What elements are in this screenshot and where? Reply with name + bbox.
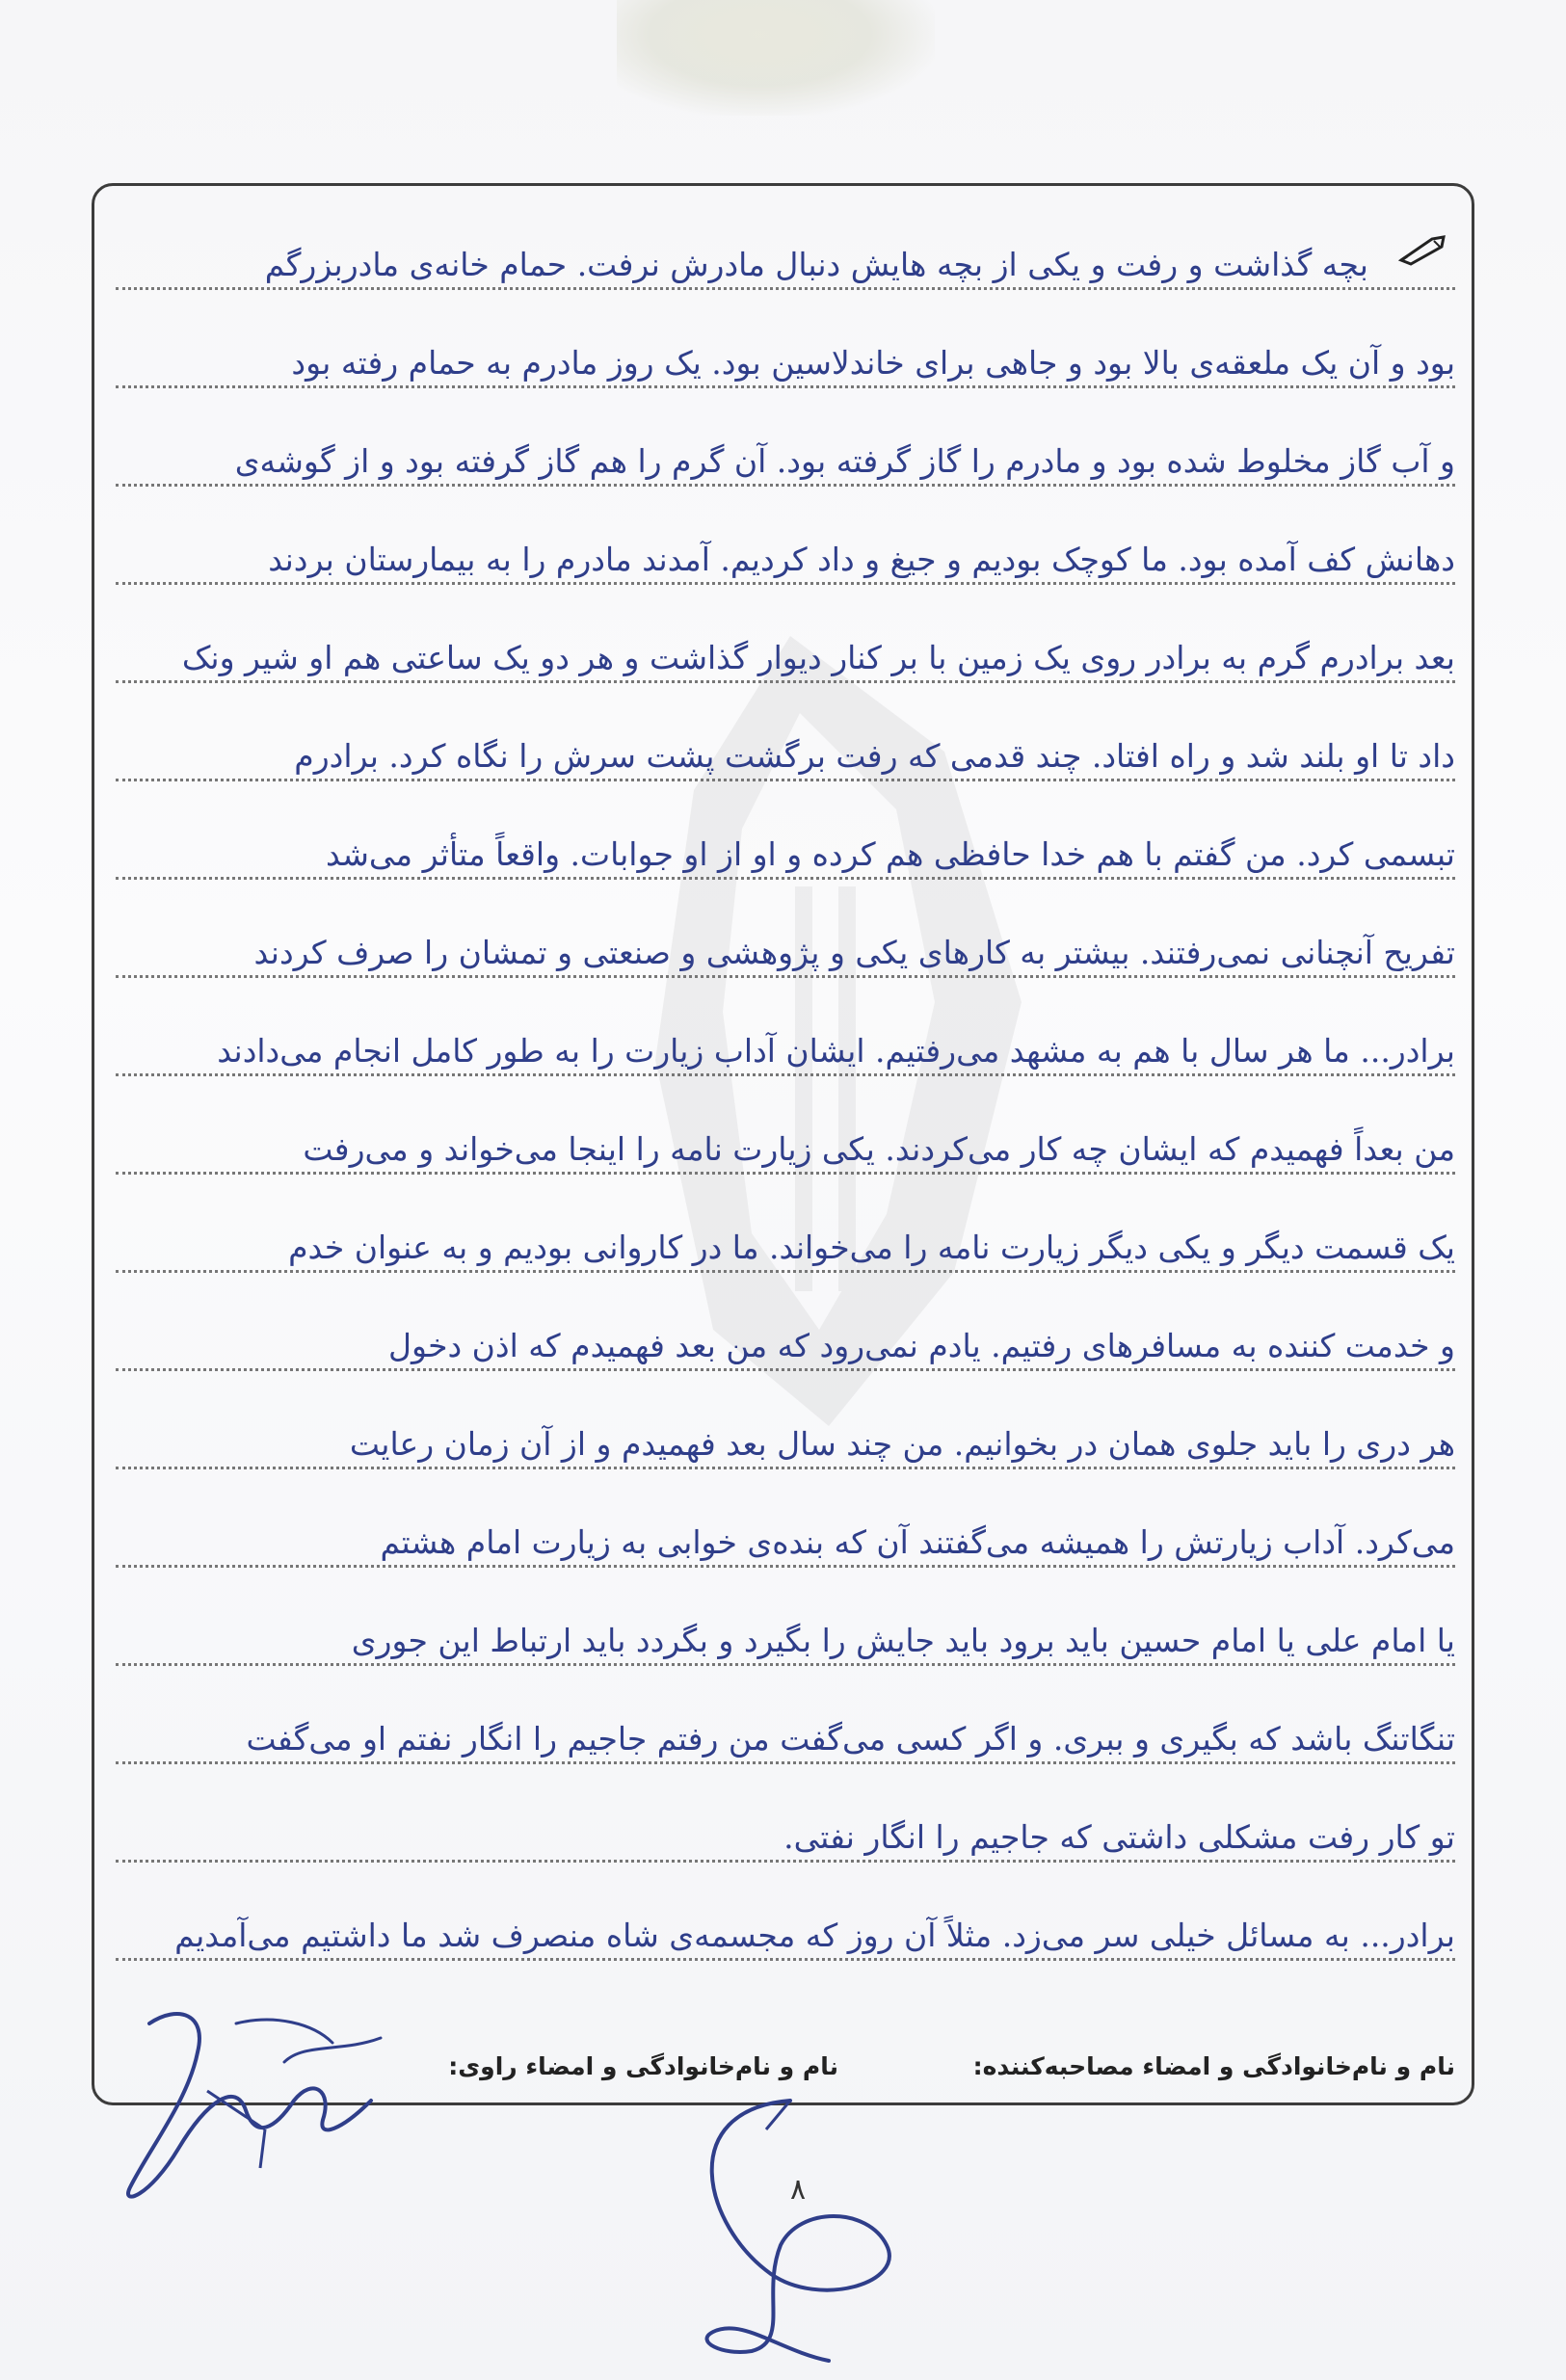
handwritten-line: بچه گذاشت و رفت و یکی از بچه هایش دنبال مادرش نرفت. حمام خانه‌ی مادربزرگم — [264, 246, 1368, 283]
handwritten-line: بعد برادرم گرم به برادر روی یک زمین با بر کنار دیوار گذاشت و هر دو یک ساعتی هم او شیر ونک — [181, 639, 1455, 676]
narrator-signature — [92, 1985, 410, 2216]
handwritten-line: یا امام علی یا امام حسین باید برود باید جایش را بگیرد و بگردد باید ارتباط این جوری — [351, 1622, 1455, 1659]
tape-residue — [617, 0, 935, 116]
handwritten-line: و خدمت کننده به مسافرهای رفتیم. یادم نمی‌رود که من بعد فهمیدم که اذن دخول — [388, 1327, 1455, 1364]
handwritten-line: بود و آن یک ملعقه‌ی بالا بود و جاهی برای خاندلاسین بود. یک روز مادرم به حمام رفته بود — [291, 344, 1455, 382]
handwritten-line: برادر... به مسائل خیلی سر می‌زد. مثلاً آن روز که مجسمه‌ی شاه منصرف شد ما داشتیم می‌آمدیم — [174, 1917, 1455, 1954]
ruled-writing-area — [116, 193, 1455, 2004]
handwritten-line: تبسمی کرد. من گفتم با هم خدا حافظی هم کرده و او از او جوابات. واقعاً متأثر می‌شد — [325, 835, 1455, 873]
handwritten-line: من بعداً فهمیدم که ایشان چه کار می‌کردند. یکی زیارت نامه را اینجا می‌خواند و می‌رفت — [303, 1130, 1455, 1168]
handwritten-line: تنگاتنگ باشد که بگیری و ببری. و اگر کسی می‌گفت من رفتم جاجیم را انگار نفتم او می‌گفت — [246, 1720, 1455, 1758]
handwritten-line: تفریح آنچنانی نمی‌رفتند. بیشتر به کارهای یکی و پژوهشی و صنعتی و تمشان را صرف کردند — [253, 934, 1455, 971]
handwritten-line: برادر... ما هر سال با هم به مشهد می‌رفتیم. ایشان آداب زیارت را به طور کامل انجام می‌دادند — [217, 1032, 1455, 1070]
handwritten-line: هر دری را باید جلوی همان در بخوانیم. من چند سال بعد فهمیدم و از آن زمان رعایت — [349, 1425, 1455, 1463]
handwritten-line: و آب گاز مخلوط شده بود و مادرم را گاز گرفته بود. آن گرم را هم گاز گرفته بود و از گوشه‌ی — [234, 442, 1455, 480]
handwritten-line: داد تا او بلند شد و راه افتاد. چند قدمی که رفت برگشت پشت سرش را نگاه کرد. برادرم — [294, 737, 1455, 775]
handwritten-line: تو کار رفت مشکلی داشتی که جاجیم را انگار نفتی. — [783, 1818, 1455, 1856]
interviewer-signature-label: نام و نام‌خانوادگی و امضاء مصاحبه‌کننده: — [972, 2052, 1455, 2080]
handwritten-line: می‌کرد. آداب زیارتش را همیشه می‌گفتند آن که بنده‌ی خوابی به زیارت امام هشتم — [380, 1523, 1455, 1561]
page-number: ۸ — [790, 2173, 807, 2207]
interviewer-signature — [559, 2062, 964, 2380]
narrator-signature-label: نام و نام‌خانوادگی و امضاء راوی: — [448, 2052, 838, 2080]
handwritten-line: یک قسمت دیگر و یکی دیگر زیارت نامه را می‌خواند. ما در کاروانی بودیم و به عنوان خدم — [288, 1229, 1455, 1266]
handwritten-line: دهانش کف آمده بود. ما کوچک بودیم و جیغ و داد کردیم. آمدند مادرم را به بیمارستان بردند — [268, 541, 1455, 578]
